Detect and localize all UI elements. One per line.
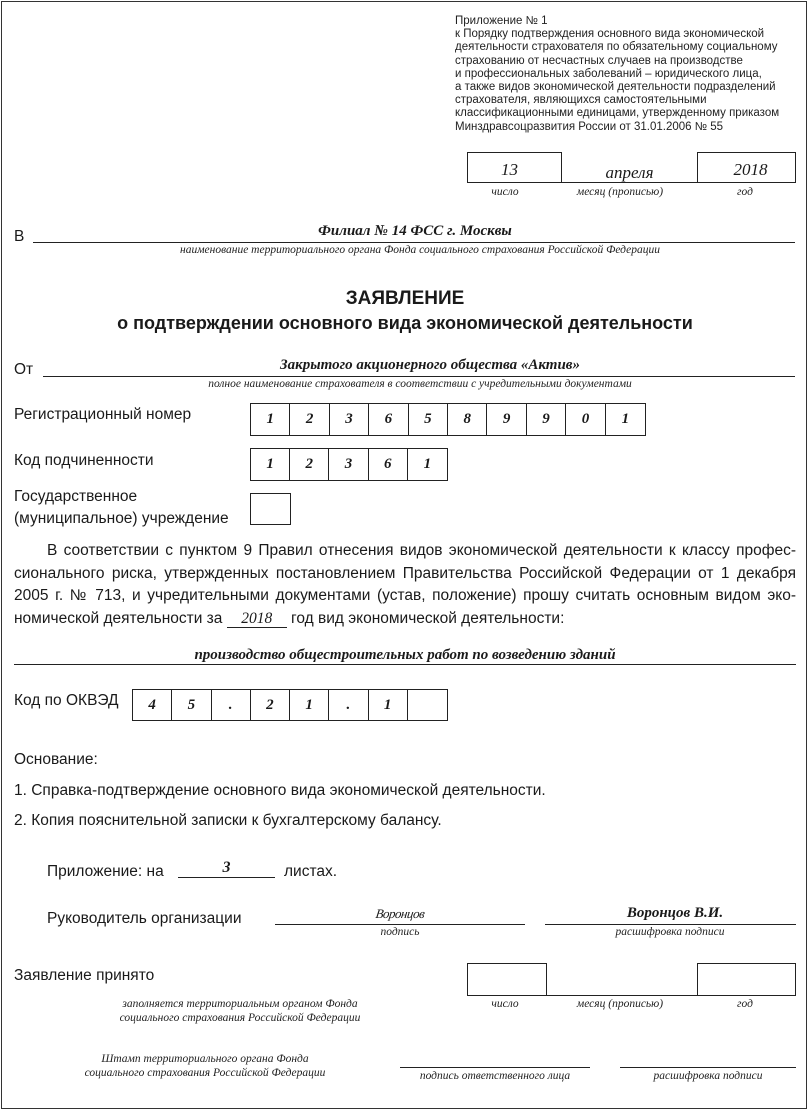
subordination-code-digit: 3: [329, 449, 368, 480]
attachment-prefix: Приложение: на: [47, 863, 164, 880]
subordination-code-digit: 6: [369, 449, 408, 480]
appendix-line: деятельности страхователя по обязательному социальному: [455, 41, 778, 54]
recipient-line: [33, 242, 795, 243]
activity-line: [14, 664, 796, 665]
state-institution-label-1: Государственное: [14, 488, 138, 505]
reg-number-digit: 9: [487, 404, 526, 435]
reg-number-digit: 8: [448, 404, 487, 435]
activity-value[interactable]: производство общестроительных работ по возведению зданий: [194, 647, 616, 663]
date-month-value: апреля: [605, 163, 654, 182]
basis-label: Основание:: [14, 751, 98, 768]
stamp-line-2: социального страхования Российской Федерации: [84, 1067, 326, 1079]
stamp-signature-line: [400, 1067, 590, 1068]
accepted-month-caption: месяц (прописью): [576, 998, 664, 1010]
accepted-note-2: социального страхования Российской Федерации: [119, 1012, 361, 1024]
appendix-note: [455, 15, 795, 134]
head-name-caption: расшифровка подписи: [615, 926, 725, 938]
reg-number-digit: 5: [409, 404, 448, 435]
main-paragraph: [14, 540, 796, 630]
basis-item-2: 2. Копия пояснительной записки к бухгалтерскому балансу.: [14, 812, 442, 829]
reg-number-digit: 6: [369, 404, 408, 435]
okved-digit: .: [329, 690, 368, 720]
appendix-line: страхованию от несчастных случаев на производстве: [455, 54, 743, 67]
okved-digit: [408, 690, 447, 720]
date-day-value: 13: [501, 160, 518, 179]
appendix-line: а также видов экономической деятельности подразделений: [455, 81, 776, 94]
accepted-day-box[interactable]: [467, 963, 547, 996]
attachment-suffix: листах.: [284, 863, 338, 880]
okved-cells[interactable]: [132, 689, 448, 721]
okved-digit: .: [212, 690, 251, 720]
state-institution-label-2: (муниципальное) учреждение: [14, 510, 229, 527]
state-institution-checkbox[interactable]: [250, 493, 291, 525]
okved-digit: 1: [290, 690, 329, 720]
head-signature-line: [275, 924, 525, 925]
reg-number-cells[interactable]: [250, 403, 646, 436]
appendix-line: классификационными единицами, утвержденному приказом: [455, 107, 780, 120]
accepted-year-caption: год: [737, 998, 753, 1010]
date-month-caption: месяц (прописью): [576, 186, 664, 198]
appendix-line: и профессиональных заболеваний – юридического лица,: [455, 67, 762, 80]
appendix-line: Минздравсоцразвития России от 31.01.2006 № 55: [455, 120, 724, 133]
okved-label: Код по ОКВЭД: [14, 692, 119, 709]
from-prefix: От: [14, 361, 34, 378]
stamp-signature-caption: подпись ответственного лица: [419, 1070, 571, 1082]
reg-number-digit: 1: [621, 411, 630, 427]
stamp-line-1: Штамп территориального органа Фонда: [101, 1053, 309, 1065]
date-year-caption: год: [737, 186, 753, 198]
subordination-code-digit: 1: [251, 449, 290, 480]
from-line: [43, 376, 795, 377]
paragraph-year[interactable]: 2018: [227, 611, 287, 628]
accepted-label: Заявление принято: [14, 967, 155, 984]
attachment-count-line: [178, 877, 275, 878]
okved-digit: 5: [172, 690, 211, 720]
paragraph-part1: В соответствии с пунктом 9 Правил отнесения видов экономической деятельности к классу профес-сионального риска, утвержденных постановлением Правительства Российской Федерации от 1 декабря 2005 г. № 713, и учредительными документами (устав, положение) прошу считать основным видом эко-номической деятельности за: [14, 542, 796, 627]
reg-number-digit: 9: [527, 404, 566, 435]
head-signature: Воронцов: [374, 906, 426, 921]
reg-number-digit: 1: [251, 404, 290, 435]
stamp-name-line: [620, 1067, 796, 1068]
head-signature-caption: подпись: [380, 926, 420, 938]
reg-number-digit: 2: [290, 404, 329, 435]
stamp-name-caption: расшифровка подписи: [653, 1070, 763, 1082]
appendix-line: к Порядку подтверждения основного вида экономической: [455, 28, 765, 41]
recipient-caption: наименование территориального органа Фонда социального страхования Российской Федерации: [179, 244, 660, 256]
head-name[interactable]: Воронцов В.И.: [626, 905, 724, 921]
head-name-line: [545, 924, 796, 925]
subordination-code-digit: 1: [423, 456, 432, 472]
document-title: ЗАЯВЛЕНИЕ: [345, 288, 465, 309]
attachment-count[interactable]: 3: [222, 859, 231, 876]
subordination-code-label: Код подчиненности: [14, 452, 154, 469]
recipient-prefix: В: [14, 228, 25, 245]
appendix-line: Приложение № 1: [455, 15, 548, 27]
accepted-month-line: [547, 995, 697, 996]
date-year-value: 2018: [733, 160, 768, 179]
subordination-code-digit: 2: [290, 449, 329, 480]
accepted-day-caption: число: [491, 998, 519, 1010]
from-value[interactable]: Закрытого акционерного общества «Актив»: [279, 357, 581, 373]
from-caption: полное наименование страхователя в соответствии с учредительными документами: [208, 378, 632, 390]
head-label: Руководитель организации: [47, 910, 242, 927]
okved-digit: 4: [133, 690, 172, 720]
reg-number-digit: 3: [330, 404, 369, 435]
accepted-note-1: заполняется территориальным органом Фонда: [122, 998, 358, 1010]
reg-number-digit: 0: [566, 404, 605, 435]
document-subtitle: о подтверждении основного вида экономической деятельности: [117, 313, 693, 333]
appendix-line: страхователя, являющихся самостоятельными: [455, 94, 707, 107]
accepted-year-box[interactable]: [697, 963, 796, 996]
recipient-value[interactable]: Филиал № 14 ФСС г. Москвы: [318, 223, 512, 239]
okved-digit: 2: [251, 690, 290, 720]
okved-digit: 1: [369, 690, 408, 720]
reg-number-label: Регистрационный номер: [14, 406, 192, 423]
paragraph-part2: год вид экономической деятельности:: [286, 609, 565, 627]
subordination-code-cells[interactable]: [250, 448, 448, 481]
basis-item-1: 1. Справка-подтверждение основного вида экономической деятельности.: [14, 782, 546, 799]
date-day-caption: число: [491, 186, 519, 198]
